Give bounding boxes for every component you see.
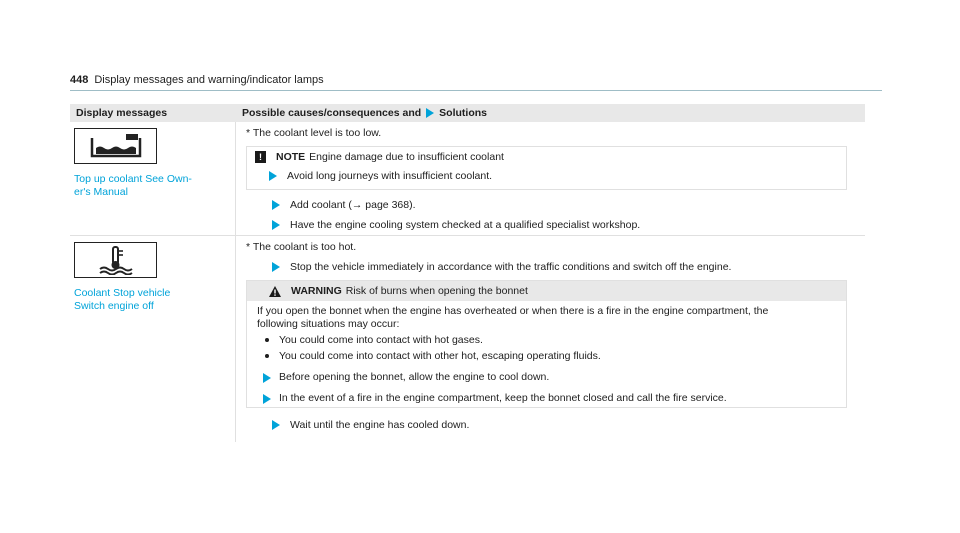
coolant-level-icon	[74, 128, 157, 164]
display-message: Coolant Stop vehicle Switch engine off	[74, 287, 171, 312]
warning-text: Risk of burns when opening the bonnet	[345, 285, 528, 297]
table-row	[70, 236, 865, 442]
warning-paragraph: If you open the bonnet when the engine has overheated or when there is a fire in the engine compartment, the following situations may occur:	[257, 305, 769, 330]
cause-text: * The coolant level is too low.	[246, 127, 382, 139]
causes-cell	[236, 236, 865, 442]
col-header-messages: Display messages	[76, 107, 168, 119]
list-item: You could come into contact with other hot, escaping operating fluids.	[265, 349, 836, 363]
note-label: NOTE	[276, 151, 306, 163]
coolant-temperature-icon	[74, 242, 157, 278]
solution-arrow-icon	[263, 373, 271, 383]
page-title: Display messages and warning/indicator lamps	[94, 74, 324, 86]
display-message: Top up coolant See Own- er's Manual	[74, 173, 192, 198]
note-box	[246, 146, 847, 190]
warning-label: WARNING	[291, 285, 342, 297]
table-row	[70, 122, 865, 236]
warning-box	[246, 280, 847, 408]
list-item: You could come into contact with hot gases.	[265, 333, 836, 347]
exclamation-icon: !	[255, 151, 266, 163]
warning-solution: Before opening the bonnet, allow the engine to cool down.	[257, 371, 836, 384]
solution-arrow-icon	[272, 200, 280, 210]
solution-arrow-icon	[263, 394, 271, 404]
note-text: Engine damage due to insufficient coolant	[309, 151, 504, 163]
causes-cell	[236, 122, 865, 235]
solution-arrow-icon	[269, 171, 277, 181]
cause-text: * The coolant is too hot.	[246, 241, 357, 253]
solution-arrow-icon	[272, 420, 280, 430]
solution-arrow-icon	[272, 262, 280, 272]
solution-arrow-icon	[272, 220, 280, 230]
solution-arrow-icon	[426, 108, 434, 118]
page-number: 448	[70, 74, 89, 86]
col-header-causes: Possible causes/consequences and Solutions	[242, 107, 488, 119]
warning-solution: In the event of a fire in the engine compartment, keep the bonnet closed and call the fire service.	[257, 392, 836, 405]
display-messages-table	[70, 104, 865, 442]
note-solution: Avoid long journeys with insufficient coolant.	[255, 169, 838, 183]
table-header	[70, 104, 865, 122]
message-cell	[70, 236, 236, 442]
message-cell	[70, 122, 236, 235]
header-rule	[70, 90, 882, 91]
warning-triangle-icon	[269, 286, 281, 297]
solution-item: Add coolant (→ page 368).	[246, 198, 855, 212]
page-header	[70, 74, 324, 86]
page-ref-arrow: →	[351, 199, 363, 211]
solution-item: Wait until the engine has cooled down.	[246, 418, 855, 432]
solution-item: Have the engine cooling system checked at a qualified specialist workshop.	[246, 218, 855, 232]
solution-item: Stop the vehicle immediately in accordance with the traffic conditions and switch off the engine.	[246, 260, 855, 274]
